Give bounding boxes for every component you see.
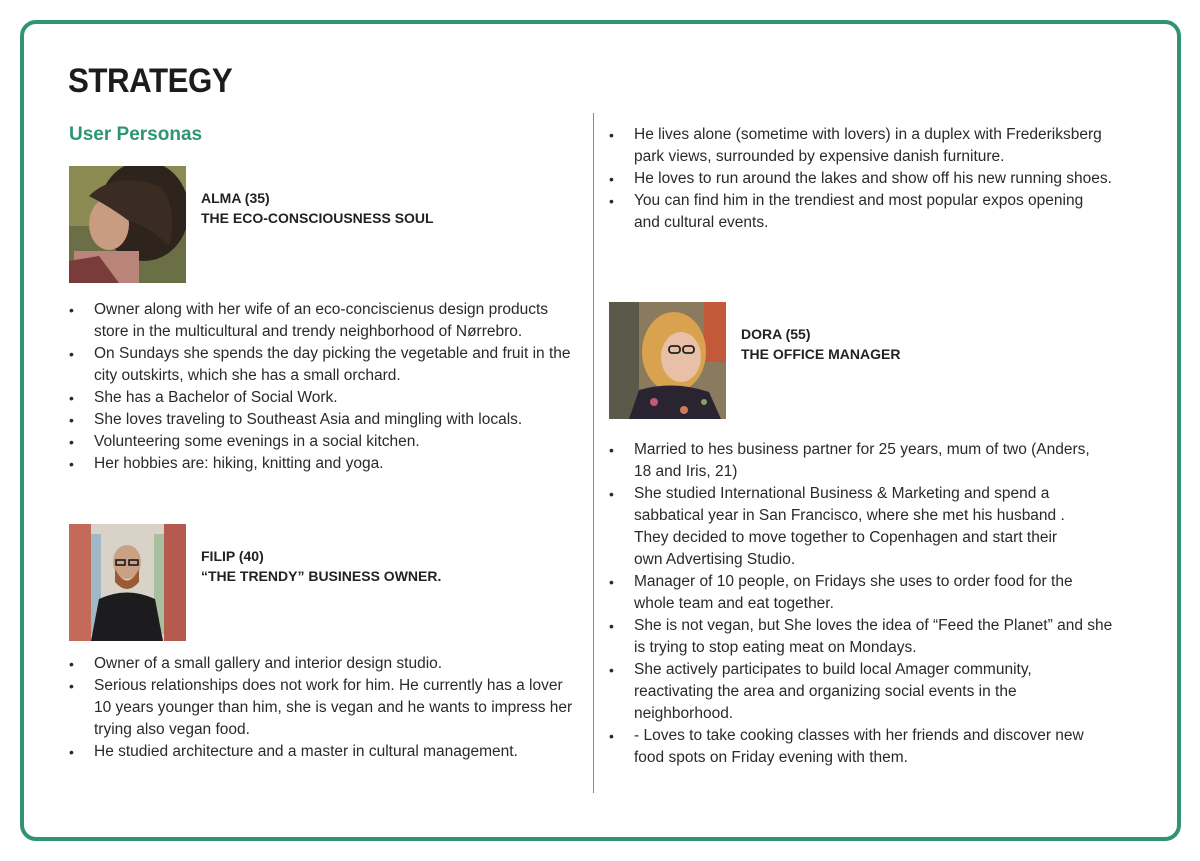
alma-photo — [69, 166, 186, 283]
filip-name: FILIP (40) — [201, 548, 264, 564]
alma-role: THE ECO-CONSCIOUSNESS SOUL — [201, 210, 434, 226]
filip-role: “THE TRENDY” BUSINESS OWNER. — [201, 568, 442, 584]
dora-heading — [741, 324, 900, 364]
section-subtitle: User Personas — [69, 124, 203, 145]
list-item: • Manager of 10 people, on Fridays she uses to order food for the whole team and eat together. — [609, 571, 1112, 615]
dora-name: DORA (55) — [741, 326, 811, 342]
list-item: • She studied International Business & Marketing and spend a sabbatical year in San Francisco, where she met his husband . They decided to move together to Copenhagen and start their own Advertising Studio. — [609, 483, 1112, 571]
list-item: • She is not vegan, but She loves the idea of “Feed the Planet” and she is trying to stop eating meat on Mondays. — [609, 615, 1112, 659]
list-item: • - Loves to take cooking classes with her friends and discover new food spots on Friday evening with them. — [609, 725, 1112, 769]
list-item: • Owner of a small gallery and interior design studio. — [69, 653, 572, 675]
list-item: • On Sundays she spends the day picking the vegetable and fruit in the city outskirts, which she has a small orchard. — [69, 343, 571, 387]
filip-photo — [69, 524, 186, 641]
list-item: • He lives alone (sometime with lovers) in a duplex with Frederiksberg park views, surrounded by expensive danish furniture. — [609, 124, 1112, 168]
column-divider — [593, 113, 594, 793]
list-item: • She actively participates to build local Amager community, reactivating the area and organizing social events in the neighborhood. — [609, 659, 1112, 725]
dora-role: THE OFFICE MANAGER — [741, 346, 901, 362]
alma-bullet-list — [69, 299, 571, 475]
dora-photo — [609, 302, 726, 419]
filip-bullet-list-continued — [609, 124, 1112, 234]
alma-heading — [201, 188, 434, 228]
list-item: • You can find him in the trendiest and most popular expos opening and cultural events. — [609, 190, 1112, 234]
dora-bullet-list — [609, 439, 1112, 769]
list-item: • She has a Bachelor of Social Work. — [69, 387, 571, 409]
list-item: • She loves traveling to Southeast Asia and mingling with locals. — [69, 409, 571, 431]
list-item: • Her hobbies are: hiking, knitting and yoga. — [69, 453, 571, 475]
list-item: • Owner along with her wife of an eco-conciscienus design products store in the multicultural and trendy neighborhood of Nørrebro. — [69, 299, 571, 343]
list-item: • Serious relationships does not work for him. He currently has a lover 10 years younger than him, she is vegan and he wants to impress her trying also vegan food. — [69, 675, 572, 741]
alma-name: ALMA (35) — [201, 190, 270, 206]
list-item: • Married to hes business partner for 25 years, mum of two (Anders, 18 and Iris, 21) — [609, 439, 1112, 483]
page-title: STRATEGY — [68, 62, 233, 100]
list-item: • He studied architecture and a master in cultural management. — [69, 741, 572, 763]
filip-bullet-list — [69, 653, 572, 763]
list-item: • He loves to run around the lakes and show off his new running shoes. — [609, 168, 1112, 190]
filip-heading — [201, 546, 441, 586]
list-item: • Volunteering some evenings in a social kitchen. — [69, 431, 571, 453]
